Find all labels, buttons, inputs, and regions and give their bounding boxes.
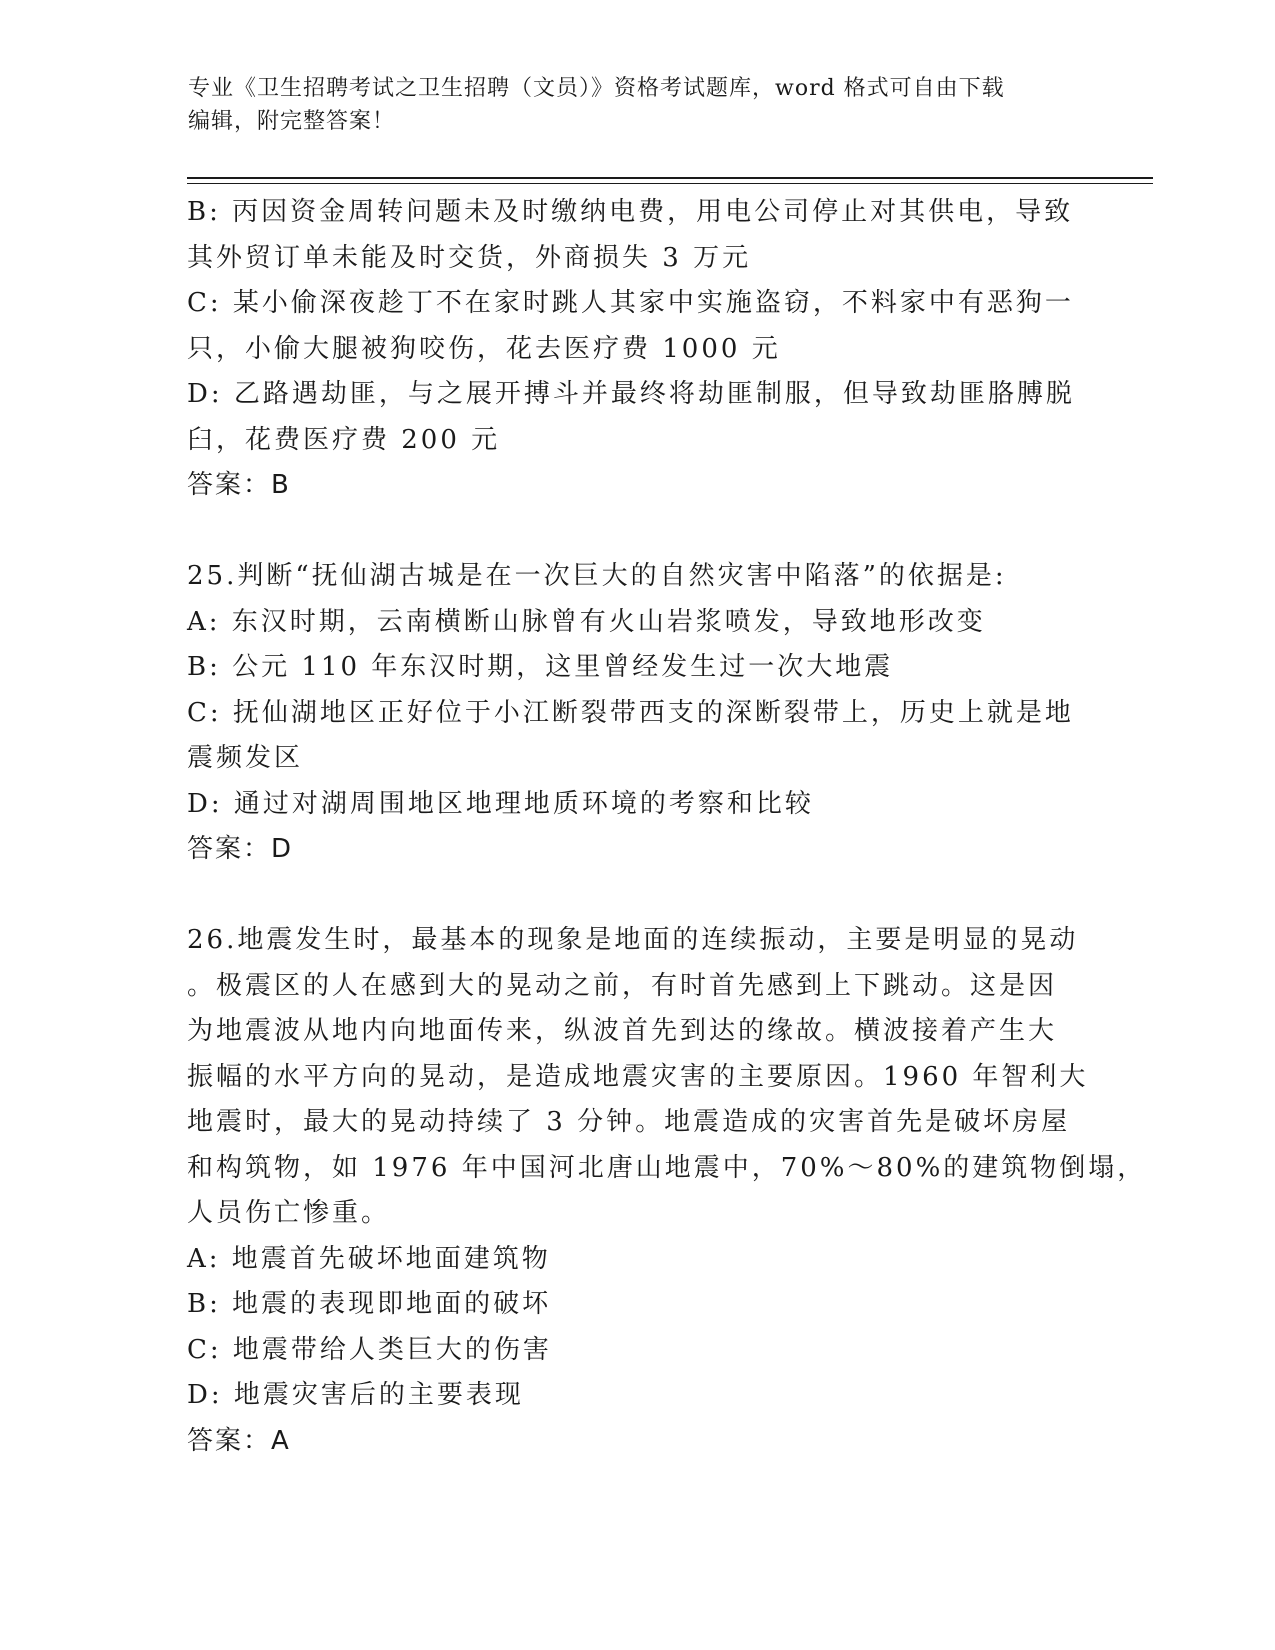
q24-option-d-line-1: D: 乙路遇劫匪，与之展开搏斗并最终将劫匪制服，但导致劫匪胳膊脱 (187, 379, 1075, 409)
document-body (187, 190, 1147, 1464)
q25-question: 25.判断“抚仙湖古城是在一次巨大的自然灾害中陷落”的依据是: (187, 561, 1007, 591)
question-24-continued (187, 190, 1077, 509)
q24-option-c-line-1: C: 某小偷深夜趁丁不在家时跳人其家中实施盗窃，不料家中有恶狗一 (187, 288, 1074, 318)
q24-option-c-line-2: 只，小偷大腿被狗咬伤，花去医疗费 1000 元 (187, 333, 781, 364)
q26-question-line: 人员伤亡惨重。 (187, 1198, 391, 1228)
q26-answer: 答案：A (187, 1425, 291, 1456)
q25-option-d: D: 通过对湖周围地区地理地质环境的考察和比较 (187, 788, 814, 819)
q26-question-line: 地震时，最大的晃动持续了 3 分钟。地震造成的灾害首先是破坏房屋 (187, 1107, 1071, 1137)
q26-option-c: C: 地震带给人类巨大的伤害 (187, 1334, 552, 1365)
spacer (187, 873, 1077, 919)
q24-option-b-line-2: 其外贸订单未能及时交货，外商损失 3 万元 (187, 242, 752, 273)
q24-option-b-line-1: B: 丙因资金周转问题未及时缴纳电费，用电公司停止对其供电，导致 (187, 197, 1074, 227)
q26-question-line: 和构筑物，如 1976 年中国河北唐山地震中，70%～80%的建筑物倒塌， (187, 1152, 1147, 1183)
q24-option-d-line-2: 臼，花费医疗费 200 元 (187, 424, 501, 455)
q26-question-line: 振幅的水平方向的晃动，是造成地震灾害的主要原因。1960 年智利大 (187, 1061, 1089, 1092)
q25-option-a: A: 东汉时期，云南横断山脉曾有火山岩浆喷发，导致地形改变 (187, 606, 986, 637)
q25-option-c-line-2: 震频发区 (187, 743, 304, 773)
document-header (188, 72, 1088, 138)
question-25 (187, 554, 1077, 873)
q25-option-b: B: 公元 110 年东汉时期，这里曾经发生过一次大地震 (187, 652, 894, 682)
q26-option-d: D: 地震灾害后的主要表现 (187, 1380, 524, 1410)
q26-question-line: 。极震区的人在感到大的晃动之前，有时首先感到上下跳动。这是因 (187, 970, 1058, 1001)
q25-answer: 答案：D (187, 834, 294, 864)
q26-question-line: 26.地震发生时，最基本的现象是地面的连续振动，主要是明显的晃动 (187, 925, 1079, 955)
header-line-2: 编辑，附完整答案！ (188, 109, 396, 134)
header-line-1: 专业《卫生招聘考试之卫生招聘（文员）》资格考试题库，word 格式可自由下载 (188, 76, 1005, 101)
q25-option-c-line-1: C: 抚仙湖地区正好位于小江断裂带西支的深断裂带上，历史上就是地 (187, 697, 1074, 728)
q24-answer: 答案：B (187, 470, 291, 500)
q26-question-line: 为地震波从地内向地面传来，纵波首先到达的缘故。横波接着产生大 (187, 1016, 1058, 1046)
header-rule-thin (187, 183, 1153, 184)
q26-option-b: B: 地震的表现即地面的破坏 (187, 1289, 552, 1319)
question-26 (187, 918, 1147, 1464)
header-rule-thick (187, 177, 1153, 179)
spacer (187, 509, 1077, 555)
q26-option-a: A: 地震首先破坏地面建筑物 (187, 1243, 551, 1274)
